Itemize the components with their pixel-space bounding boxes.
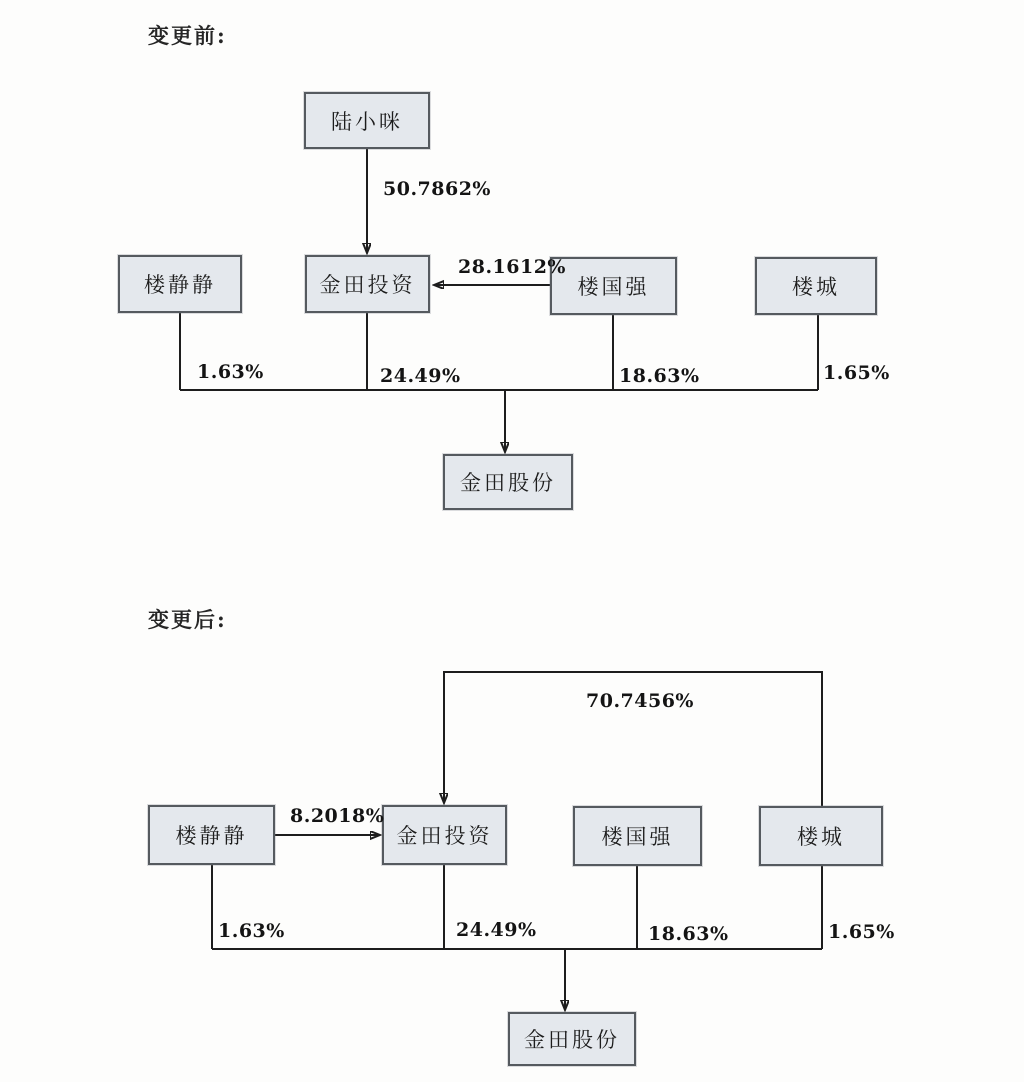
node-after-jintian-investment: 金田投资	[382, 805, 507, 865]
node-before-lou-guoqiang: 楼国强	[550, 257, 677, 315]
node-before-jintian-shares: 金田股份	[443, 454, 573, 510]
label-before-28-1612: 28.1612%	[458, 256, 566, 278]
label-before-1-65: 1.65%	[823, 362, 890, 384]
label-before-50-7862: 50.7862%	[383, 178, 491, 200]
label-after-24-49: 24.49%	[456, 919, 537, 941]
node-before-lou-jingjing: 楼静静	[118, 255, 242, 313]
node-before-lou-cheng: 楼城	[755, 257, 877, 315]
node-after-lou-cheng: 楼城	[759, 806, 883, 866]
node-after-lou-guoqiang: 楼国强	[573, 806, 702, 866]
node-before-lu-xiaomi: 陆小咪	[304, 92, 430, 149]
node-before-jintian-investment: 金田投资	[305, 255, 430, 313]
section-title-before: 变更前:	[148, 23, 227, 48]
label-before-1-63: 1.63%	[197, 361, 264, 383]
label-before-18-63: 18.63%	[619, 365, 700, 387]
section-title-after: 变更后:	[148, 607, 227, 632]
node-after-lou-jingjing: 楼静静	[148, 805, 275, 865]
node-after-jintian-shares: 金田股份	[508, 1012, 636, 1066]
label-after-18-63: 18.63%	[648, 923, 729, 945]
label-after-1-63: 1.63%	[218, 920, 285, 942]
label-after-8-2018: 8.2018%	[290, 805, 385, 827]
label-after-70-7456: 70.7456%	[586, 690, 694, 712]
label-before-24-49: 24.49%	[380, 365, 461, 387]
label-after-1-65: 1.65%	[828, 921, 895, 943]
